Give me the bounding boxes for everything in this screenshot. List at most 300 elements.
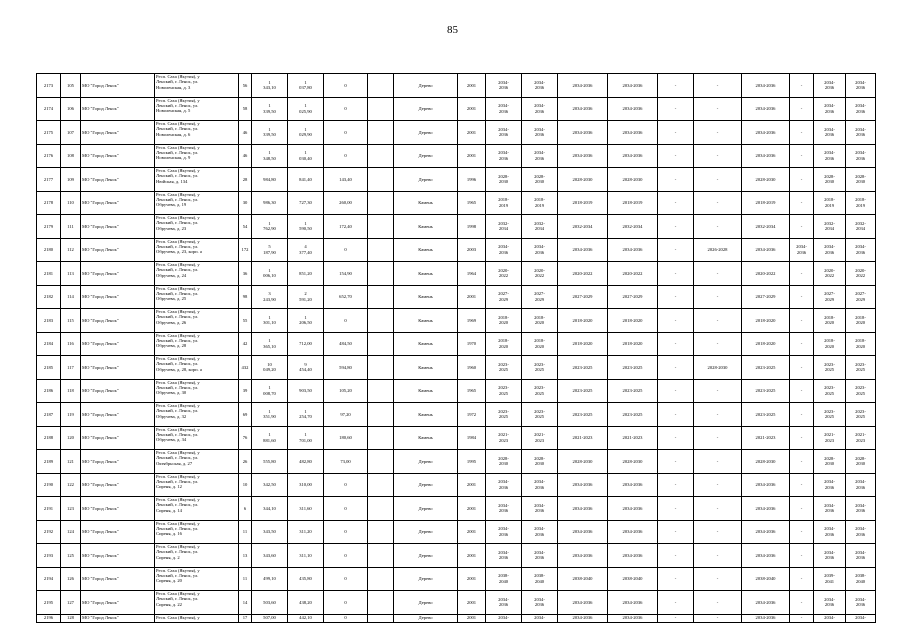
cell-row-number: 2178	[37, 191, 61, 215]
cell-term-3: 2018-2019	[558, 191, 608, 215]
cell-line: 2030	[824, 461, 835, 467]
cell-line: Респ. Саха (Якутия), у	[156, 332, 200, 338]
cell-line: 2034-	[855, 79, 866, 85]
cell-term-9	[814, 144, 846, 168]
cell-municipality: МО "Город Ленск"	[81, 426, 155, 450]
cell-line: 1	[268, 338, 271, 344]
cell-term-4: 2034-2036	[608, 520, 658, 544]
cell-term-8: -	[790, 403, 814, 427]
cell-extra-area	[368, 356, 394, 380]
cell-term-1	[486, 567, 522, 591]
cell-apartments: 58	[239, 97, 252, 121]
cell-term-10	[846, 473, 876, 497]
cell-apartments: 11	[239, 567, 252, 591]
cell-address	[155, 121, 239, 145]
cell-line: 9	[304, 361, 307, 367]
cell-term-3: 2034-2036	[558, 497, 608, 521]
cell-line: 3	[268, 291, 271, 297]
cell-line: 2036	[534, 132, 545, 138]
cell-extra-area	[368, 191, 394, 215]
cell-sub-number: 109	[61, 168, 81, 192]
cell-line: 2034-	[824, 126, 835, 132]
cell-apartments: 69	[239, 403, 252, 427]
cell-line: 2022	[824, 273, 835, 279]
cell-term-5: -	[658, 426, 694, 450]
cell-line: Обручева, д. 26	[156, 319, 187, 325]
table-row	[37, 191, 876, 215]
cell-term-6: -	[694, 473, 742, 497]
table-body	[37, 74, 876, 623]
cell-term-6: -	[694, 403, 742, 427]
cell-line: 254,70	[299, 414, 312, 420]
cell-total-area	[252, 238, 288, 262]
cell-line: 2025	[855, 390, 866, 396]
cell-term-2	[522, 497, 558, 521]
cell-line: Обручева, д. 28, корп. а	[156, 366, 202, 372]
cell-line: 2018-	[534, 314, 545, 320]
cell-line: 2034-	[534, 150, 545, 156]
cell-line: 2028-	[855, 173, 866, 179]
cell-apartments: 30	[239, 191, 252, 215]
cell-term-5: -	[658, 520, 694, 544]
cell-line: 2036	[498, 555, 509, 561]
cell-build-year: 1964	[458, 262, 486, 286]
cell-line: 2036	[824, 508, 835, 514]
cell-line: Ленский, г. Ленск, ул.	[156, 102, 199, 108]
cell-term-5: -	[658, 144, 694, 168]
cell-line: 499,10	[263, 576, 276, 582]
cell-term-1	[486, 426, 522, 450]
cell-line: 1	[268, 126, 271, 132]
cell-living-area	[288, 121, 324, 145]
cell-term-5: -	[658, 450, 694, 474]
cell-term-7: 2021-2023	[742, 426, 790, 450]
cell-line: 2034-	[534, 526, 545, 532]
table-row	[37, 168, 876, 192]
cell-municipality: МО "Город Ленск"	[81, 168, 155, 192]
cell-line: 2021-	[855, 432, 866, 438]
cell-line: 2034-	[534, 615, 545, 621]
cell-wall-material: Камень	[394, 191, 458, 215]
cell-term-5: -	[658, 215, 694, 239]
cell-line: 1	[268, 408, 271, 414]
cell-term-4: 2023-2025	[608, 356, 658, 380]
cell-living-area	[288, 497, 324, 521]
cell-nonliving-area: 73,00	[324, 450, 368, 474]
cell-term-10	[846, 614, 876, 622]
cell-term-4: 2038-2040	[608, 567, 658, 591]
cell-term-10	[846, 215, 876, 239]
cell-term-2	[522, 168, 558, 192]
cell-term-9	[814, 567, 846, 591]
cell-term-3: 2020-2022	[558, 262, 608, 286]
cell-line: 2036	[855, 531, 866, 537]
cell-apartments: 54	[239, 215, 252, 239]
cell-term-1	[486, 191, 522, 215]
cell-line: 2025	[534, 414, 545, 420]
cell-line: Новоленская, д. 5	[156, 108, 191, 114]
cell-term-9	[814, 74, 846, 98]
cell-line: 2018-	[824, 338, 835, 344]
cell-municipality: МО "Город Ленск"	[81, 403, 155, 427]
cell-municipality: МО "Город Ленск"	[81, 309, 155, 333]
cell-line: 2034-	[534, 479, 545, 485]
cell-line: 030,40	[299, 155, 312, 161]
cell-line: 2034-	[855, 150, 866, 156]
cell-line: 2018-	[534, 338, 545, 344]
cell-build-year: 1960	[458, 356, 486, 380]
cell-line: 2036	[534, 531, 545, 537]
cell-term-8: -	[790, 497, 814, 521]
cell-line: 2018-	[824, 197, 835, 203]
cell-line: 2028-	[855, 455, 866, 461]
cell-term-10	[846, 567, 876, 591]
cell-line: Ленский, г. Ленск, ул.	[156, 149, 199, 155]
cell-wall-material: Дерево	[394, 473, 458, 497]
cell-term-2	[522, 332, 558, 356]
cell-line: 2036	[534, 602, 545, 608]
cell-line: 2025	[824, 390, 835, 396]
cell-term-8: -	[790, 215, 814, 239]
cell-line: 555,80	[263, 458, 276, 464]
cell-line: Респ. Саха (Якутия), у	[156, 262, 200, 267]
cell-line: 2034-	[855, 502, 866, 508]
cell-line: 2030	[824, 179, 835, 185]
cell-apartments: 14	[239, 591, 252, 615]
cell-line: Сиреня, д. 12	[156, 484, 182, 490]
cell-term-7: 2023-2025	[742, 403, 790, 427]
cell-line: Респ. Саха (Якутия), у	[156, 356, 200, 361]
cell-term-10	[846, 144, 876, 168]
cell-line: 1	[304, 314, 307, 320]
cell-municipality: МО "Город Ленск"	[81, 544, 155, 568]
cell-line: Ленский, г. Ленск, ул.	[156, 361, 199, 367]
cell-term-5: -	[658, 191, 694, 215]
cell-term-1	[486, 215, 522, 239]
cell-municipality: МО "Город Ленск"	[81, 497, 155, 521]
cell-line: 2036	[855, 555, 866, 561]
cell-total-area	[252, 97, 288, 121]
cell-line: 348,50	[263, 155, 276, 161]
cell-line: Респ. Саха (Якутия), у	[156, 591, 200, 596]
cell-extra-area	[368, 238, 394, 262]
cell-term-8: -	[790, 450, 814, 474]
cell-line: 2034-	[824, 502, 835, 508]
cell-nonliving-area: 0	[324, 121, 368, 145]
cell-line: 2034-	[498, 596, 509, 602]
cell-line: Ленский, г. Ленск, ул.	[156, 431, 199, 437]
cell-term-9	[814, 285, 846, 309]
cell-line: Обручева, д. 24	[156, 272, 187, 278]
cell-sub-number: 127	[61, 591, 81, 615]
cell-term-9	[814, 121, 846, 145]
cell-line: 206,50	[299, 320, 312, 326]
cell-line: 851,20	[299, 270, 312, 276]
cell-term-5: -	[658, 379, 694, 403]
cell-line: 310,00	[299, 482, 312, 488]
cell-line: 1	[268, 103, 271, 109]
cell-line: Ленский, г. Ленск, ул.	[156, 408, 199, 414]
cell-nonliving-area: 0	[324, 97, 368, 121]
cell-line: Новоленская, д. 6	[156, 131, 191, 137]
cell-line: 1	[268, 150, 271, 156]
cell-line: 712,00	[299, 341, 312, 347]
cell-term-6: -	[694, 144, 742, 168]
cell-term-4: 2034-2036	[608, 591, 658, 615]
cell-address	[155, 379, 239, 403]
cell-line: 438,20	[299, 599, 312, 605]
cell-extra-area	[368, 121, 394, 145]
cell-line: Респ. Саха (Якутия), у	[156, 144, 200, 150]
cell-line: 2028-	[824, 173, 835, 179]
cell-line: Респ. Саха (Якутия), у	[156, 473, 200, 479]
cell-line: Обручева, д. 19	[156, 202, 187, 208]
cell-term-5: -	[658, 309, 694, 333]
cell-extra-area	[368, 285, 394, 309]
cell-living-area	[288, 191, 324, 215]
cell-term-6: -	[694, 215, 742, 239]
cell-row-number: 2194	[37, 567, 61, 591]
cell-nonliving-area: 594,80	[324, 356, 368, 380]
table-row	[37, 332, 876, 356]
cell-term-5: -	[658, 567, 694, 591]
cell-term-6: -	[694, 379, 742, 403]
cell-line: Респ. Саха (Якутия), у	[156, 544, 200, 549]
cell-term-3: 2027-2029	[558, 285, 608, 309]
cell-line: Ленский, г. Ленск, ул.	[156, 126, 199, 132]
cell-line: 2021-	[534, 432, 545, 438]
cell-term-4: 2034-2036	[608, 473, 658, 497]
cell-line: 2036	[824, 602, 835, 608]
cell-wall-material: Дерево	[394, 144, 458, 168]
cell-apartments: 11	[239, 520, 252, 544]
table-row	[37, 426, 876, 450]
cell-municipality: МО "Город Ленск"	[81, 215, 155, 239]
cell-nonliving-area: 105,20	[324, 379, 368, 403]
cell-line: 2032-	[855, 220, 866, 226]
cell-line: 344,10	[263, 505, 276, 511]
cell-total-area	[252, 144, 288, 168]
cell-total-area	[252, 403, 288, 427]
cell-term-3: 2034-2036	[558, 591, 608, 615]
cell-line: Ленский, г. Ленск, ул.	[156, 196, 199, 202]
cell-line: Обручева, д. 25	[156, 296, 187, 302]
cell-line: 2041	[824, 578, 835, 584]
cell-build-year: 2001	[458, 97, 486, 121]
cell-line: 2028-	[534, 173, 545, 179]
cell-line: 2034-	[498, 526, 509, 532]
cell-nonliving-area: 0	[324, 567, 368, 591]
cell-build-year: 2001	[458, 567, 486, 591]
cell-line: 2032-	[824, 220, 835, 226]
cell-total-area	[252, 332, 288, 356]
cell-line: 762,90	[263, 226, 276, 232]
table-row	[37, 544, 876, 568]
cell-line: 454,40	[299, 367, 312, 373]
cell-line: 10	[267, 361, 272, 367]
table-row	[37, 473, 876, 497]
table-row	[37, 121, 876, 145]
cell-term-9	[814, 473, 846, 497]
cell-line: 2034-	[534, 103, 545, 109]
cell-line: 2034-	[498, 103, 509, 109]
cell-line: 2034-	[824, 526, 835, 532]
cell-wall-material: Дерево	[394, 591, 458, 615]
cell-term-10	[846, 497, 876, 521]
cell-term-6: -	[694, 97, 742, 121]
cell-build-year: 2001	[458, 497, 486, 521]
cell-term-5: -	[658, 97, 694, 121]
cell-municipality: МО "Город Ленск"	[81, 238, 155, 262]
cell-line: 2034-	[534, 596, 545, 602]
cell-line: 2034-	[824, 615, 835, 621]
cell-living-area	[288, 285, 324, 309]
cell-row-number: 2184	[37, 332, 61, 356]
cell-line: 2023-	[498, 408, 509, 414]
cell-address	[155, 426, 239, 450]
cell-term-6: -	[694, 285, 742, 309]
cell-row-number: 2186	[37, 379, 61, 403]
cell-line: 2025	[498, 390, 509, 396]
cell-term-4: 2034-2036	[608, 238, 658, 262]
cell-address	[155, 520, 239, 544]
cell-line: 2036	[498, 155, 509, 161]
cell-nonliving-area: 0	[324, 309, 368, 333]
cell-sub-number: 111	[61, 215, 81, 239]
cell-term-5: -	[658, 74, 694, 98]
cell-municipality: МО "Город Ленск"	[81, 591, 155, 615]
cell-term-10	[846, 74, 876, 98]
cell-line: 2023-	[824, 361, 835, 367]
cell-line: 2036	[855, 85, 866, 91]
cell-term-8: -	[790, 356, 814, 380]
cell-total-area	[252, 74, 288, 98]
cell-line: 2025	[855, 367, 866, 373]
cell-term-5: -	[658, 591, 694, 615]
cell-line: 025,90	[299, 108, 312, 114]
cell-nonliving-area: 172,40	[324, 215, 368, 239]
cell-term-8: -	[790, 97, 814, 121]
cell-municipality: МО "Город Ленск"	[81, 614, 155, 622]
cell-address	[155, 144, 239, 168]
cell-sub-number: 108	[61, 144, 81, 168]
cell-living-area	[288, 520, 324, 544]
cell-address	[155, 309, 239, 333]
cell-line: 2027-	[534, 291, 545, 297]
cell-nonliving-area: 143,40	[324, 168, 368, 192]
cell-municipality: МО "Город Ленск"	[81, 473, 155, 497]
cell-term-4: 2034-2036	[608, 121, 658, 145]
cell-extra-area	[368, 403, 394, 427]
cell-line: 2036	[498, 132, 509, 138]
cell-line: 2030	[855, 179, 866, 185]
cell-term-5: -	[658, 403, 694, 427]
cell-line: Ленский, г. Ленск, ул.	[156, 502, 199, 508]
cell-term-8: -	[790, 379, 814, 403]
cell-term-6: -	[694, 121, 742, 145]
cell-line: 2036	[824, 249, 835, 255]
cell-term-5: -	[658, 121, 694, 145]
cell-line: 2030	[855, 461, 866, 467]
cell-total-area	[252, 262, 288, 286]
cell-line: 2030	[534, 461, 545, 467]
cell-living-area	[288, 473, 324, 497]
cell-extra-area	[368, 614, 394, 622]
cell-line: 2034-	[824, 79, 835, 85]
cell-total-area	[252, 309, 288, 333]
cell-term-9	[814, 544, 846, 568]
cell-term-1	[486, 497, 522, 521]
cell-living-area	[288, 332, 324, 356]
cell-line: Респ. Саха (Якутия), у	[156, 520, 200, 526]
cell-term-1	[486, 168, 522, 192]
cell-row-number: 2175	[37, 121, 61, 145]
cell-line: 2020	[855, 343, 866, 349]
cell-extra-area	[368, 262, 394, 286]
cell-line: Обручева, д. 30	[156, 390, 187, 396]
cell-row-number: 2187	[37, 403, 61, 427]
cell-line: 2036	[534, 508, 545, 514]
cell-term-6: -	[694, 168, 742, 192]
cell-line: 2023-	[534, 408, 545, 414]
cell-apartments: 28	[239, 168, 252, 192]
cell-line: 442,10	[299, 615, 312, 621]
cell-line: 2034-	[855, 596, 866, 602]
cell-term-7: 2034-2036	[742, 614, 790, 622]
cell-line: 2036	[824, 155, 835, 161]
cell-line: Ленский, г. Ленск, ул.	[156, 173, 199, 179]
cell-term-4: 2034-2036	[608, 144, 658, 168]
cell-municipality: МО "Город Ленск"	[81, 356, 155, 380]
cell-total-area	[252, 168, 288, 192]
cell-line: 351,90	[263, 414, 276, 420]
cell-line: 2036	[498, 508, 509, 514]
cell-term-9	[814, 191, 846, 215]
cell-line: 2034	[498, 226, 509, 232]
cell-extra-area	[368, 144, 394, 168]
cell-term-4: 2034-2036	[608, 97, 658, 121]
cell-row-number: 2191	[37, 497, 61, 521]
cell-wall-material: Дерево	[394, 168, 458, 192]
cell-line: 2025	[855, 414, 866, 420]
cell-term-8: -	[790, 168, 814, 192]
cell-term-9	[814, 614, 846, 622]
cell-wall-material: Камень	[394, 379, 458, 403]
cell-build-year: 2001	[458, 591, 486, 615]
cell-extra-area	[368, 97, 394, 121]
cell-term-1	[486, 309, 522, 333]
cell-line: 008,70	[263, 390, 276, 396]
cell-line: 2034-	[855, 244, 866, 250]
cell-apartments: 17	[239, 614, 252, 622]
cell-line: 2036	[855, 155, 866, 161]
cell-term-7: 2027-2029	[742, 285, 790, 309]
cell-nonliving-area: 260,00	[324, 191, 368, 215]
cell-line: 1	[268, 220, 271, 226]
cell-line: 2036	[855, 508, 866, 514]
cell-term-9	[814, 262, 846, 286]
cell-term-9	[814, 450, 846, 474]
cell-line: 435,80	[299, 576, 312, 582]
cell-line: 1	[268, 314, 271, 320]
cell-term-3: 2034-2036	[558, 144, 608, 168]
cell-term-10	[846, 426, 876, 450]
cell-line: 2036	[855, 108, 866, 114]
cell-term-3: 2018-2020	[558, 332, 608, 356]
cell-term-5: -	[658, 497, 694, 521]
cell-term-4: 2023-2025	[608, 403, 658, 427]
cell-sub-number: 128	[61, 614, 81, 622]
